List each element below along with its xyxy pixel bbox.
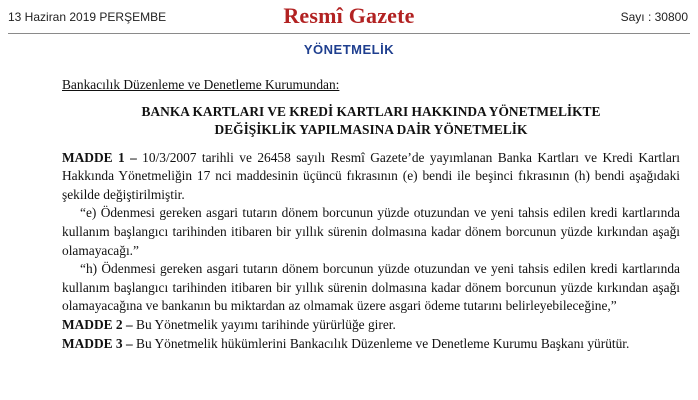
gazette-header: [0, 0, 698, 34]
article-2-text: Bu Yönetmelik yayımı tarihinde yürürlüğe girer.: [132, 316, 396, 332]
article-1-label: MADDE 1 –: [62, 149, 137, 165]
section-heading: YÖNETMELİK: [303, 42, 395, 57]
issue-date: 13 Haziran 2019 PERŞEMBE: [8, 10, 167, 24]
article-1: [62, 149, 680, 205]
issue-number: Sayı : 30800: [620, 10, 688, 24]
header-divider: [8, 33, 690, 34]
issuing-institution: Bankacılık Düzenleme ve Denetleme Kurumundan:: [62, 77, 340, 92]
regulation-body: [62, 76, 680, 353]
article-3-label: MADDE 3 –: [62, 335, 133, 351]
amended-clause-h: “h) Ödenmesi gereken asgari tutarın dönem borcunun yüzde otuzundan ve yeni tahsis edilen kredi kartlarında kullanım başlangıcı tarihinden itibaren bir yıllık sürenin dolmasına kadar dönem borcunun yüzde kırkından aşağı olamayacağına ve bankanın bu miktardan az olmamak üzere asgari ödeme tutarını belirleyebileceğine,”: [62, 261, 680, 314]
regulation-title-line-2: DEĞİŞİKLİK YAPILMASINA DAİR YÖNETMELİK: [214, 121, 528, 137]
regulation-title-line-1: BANKA KARTLARI VE KREDİ KARTLARI HAKKINDA YÖNETMELİKTE: [141, 103, 601, 119]
article-2: [62, 316, 680, 335]
article-3-text: Bu Yönetmelik hükümlerini Bankacılık Düzenleme ve Denetleme Kurumu Başkanı yürütür.: [132, 335, 630, 351]
gazette-title: Resmî Gazete: [283, 3, 415, 28]
article-2-label: MADDE 2 –: [62, 316, 133, 332]
regulation-title: [62, 103, 680, 139]
amended-clause-e: “e) Ödenmesi gereken asgari tutarın dönem borcunun yüzde otuzundan ve yeni tahsis edilen kredi kartlarında kullanım başlangıcı tarihinden itibaren bir yıllık sürenin dolmasına kadar dönem borcunun yüzde kırkından aşağı olamayacağı.”: [62, 205, 680, 258]
article-1-text: 10/3/2007 tarihli ve 26458 sayılı Resmî Gazete’de yayımlanan Banka Kartları ve Kredi Kartları Hakkında Yönetmeliğin 17 nci maddesinin üçüncü fıkrasının (e) bendi ile beşinci fıkrasının (h) bendi aşağıdaki şekilde değiştirilmiştir.: [62, 149, 680, 202]
article-3: [62, 335, 680, 354]
